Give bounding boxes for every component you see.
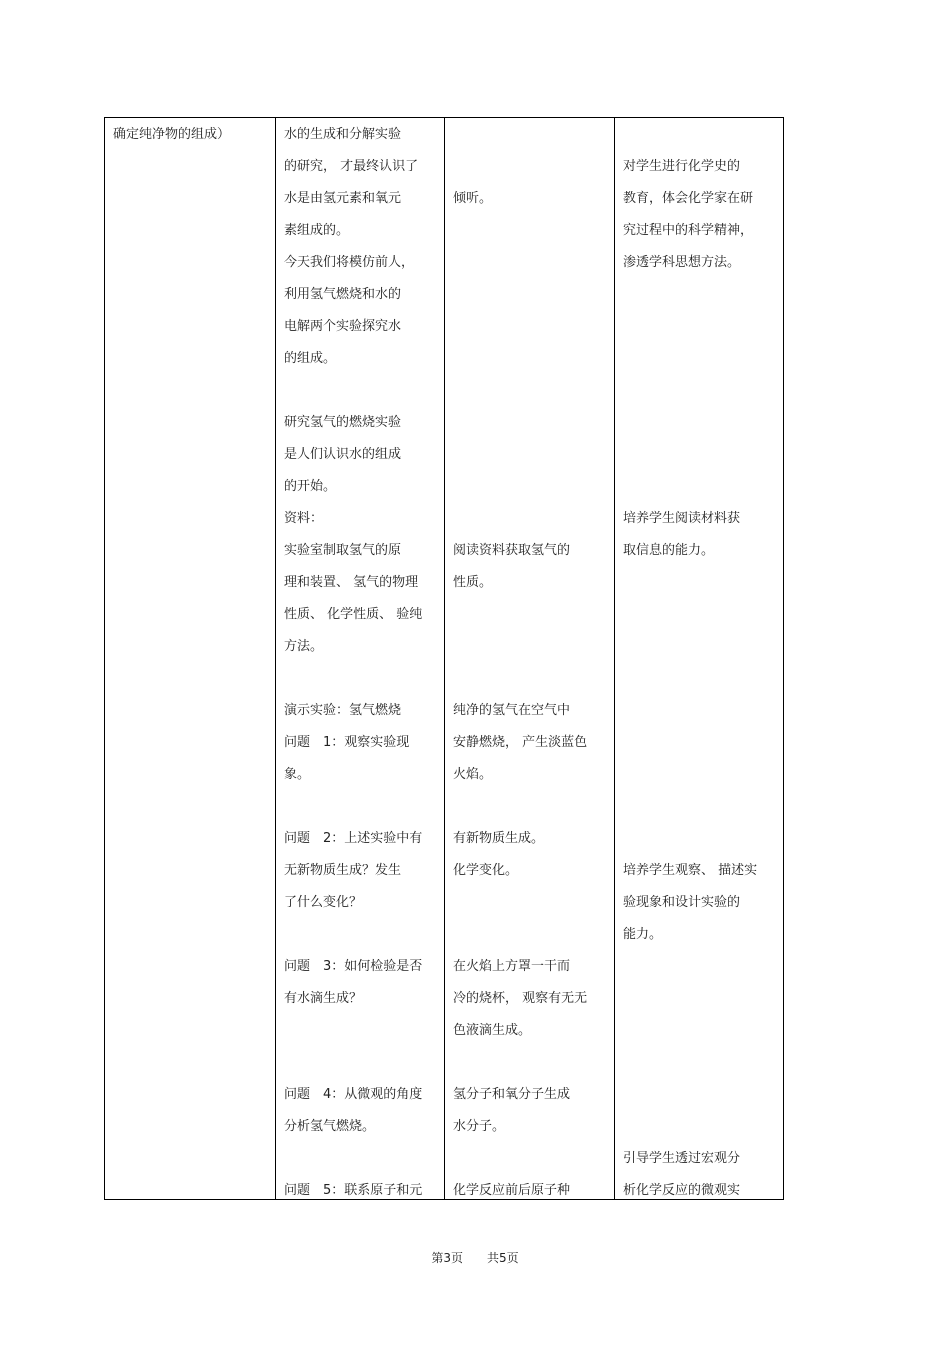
design-intent-column	[623, 119, 781, 1207]
col3-text-line	[453, 887, 611, 919]
col4-text-line	[623, 279, 781, 311]
col3-text-line	[453, 119, 611, 151]
column-divider	[444, 118, 445, 1199]
col4-text-line: 渗透学科思想方法。	[623, 255, 741, 270]
col4-text-line	[623, 759, 781, 791]
col2-text-line	[284, 791, 442, 823]
col4-text-line: 培养学生阅读材料获	[623, 511, 741, 526]
col4-text-line: 析化学反应的微观实	[623, 1183, 741, 1198]
col3-text-line	[453, 599, 611, 631]
col4-text-line	[623, 119, 781, 151]
col2-text-line: 了什么变化？	[284, 895, 363, 910]
col2-text-line: 研究氢气的燃烧实验	[284, 415, 402, 430]
col3-text-line: 安静燃烧， 产生淡蓝色	[453, 735, 588, 750]
col4-text-line: 取信息的能力。	[623, 543, 715, 558]
col2-text-line: 素组成的。	[284, 223, 350, 238]
col4-text-line	[623, 663, 781, 695]
col4-text-line	[623, 343, 781, 375]
col4-text-line	[623, 1047, 781, 1079]
col4-text-line	[623, 695, 781, 727]
col2-text-line: 是人们认识水的组成	[284, 447, 402, 462]
col2-text-line: 水是由氢元素和氧元	[284, 191, 402, 206]
col4-text-line	[623, 823, 781, 855]
col2-text-line: 问题 1：观察实验现	[284, 735, 410, 750]
col3-text-line: 冷的烧杯， 观察有无无	[453, 991, 588, 1006]
col4-text-line	[623, 983, 781, 1015]
teaching-stage-column	[113, 119, 273, 151]
col3-text-line	[453, 503, 611, 535]
col2-text-line: 利用氢气燃烧和水的	[284, 287, 402, 302]
col3-text-line	[453, 471, 611, 503]
col2-text-line: 的研究， 才最终认识了	[284, 159, 419, 174]
col3-text-line: 性质。	[453, 575, 493, 590]
col2-text-line	[284, 1047, 442, 1079]
col4-text-line	[623, 311, 781, 343]
student-activity-column	[453, 119, 611, 1207]
col2-text-line: 演示实验：氢气燃烧	[284, 703, 402, 718]
col4-text-line	[623, 567, 781, 599]
col4-text-line	[623, 1015, 781, 1047]
col2-text-line: 实验室制取氢气的原	[284, 543, 402, 558]
col2-text-line: 问题 4：从微观的角度	[284, 1087, 423, 1102]
col4-text-line	[623, 471, 781, 503]
col4-text-line	[623, 439, 781, 471]
col3-text-line	[453, 1143, 611, 1175]
col3-text-line: 在火焰上方罩一干而	[453, 959, 571, 974]
col2-text-line: 性质、 化学性质、 验纯	[284, 607, 423, 622]
col2-text-line: 今天我们将模仿前人，	[284, 255, 415, 270]
col2-text-line	[284, 663, 442, 695]
page-number: 第3页 共5页	[431, 1251, 519, 1265]
col2-text-line: 无新物质生成？发生	[284, 863, 402, 878]
col3-text-line: 色液滴生成。	[453, 1023, 532, 1038]
col4-text-line: 对学生进行化学史的	[623, 159, 741, 174]
col4-text-line: 引导学生透过宏观分	[623, 1151, 741, 1166]
col2-text-line	[284, 919, 442, 951]
col4-text-line	[623, 951, 781, 983]
col3-text-line: 阅读资料获取氢气的	[453, 543, 571, 558]
col3-text-line	[453, 311, 611, 343]
col3-text-line: 水分子。	[453, 1119, 506, 1134]
col2-text-line: 的组成。	[284, 351, 337, 366]
column-divider	[275, 118, 276, 1199]
col2-text-line: 问题 3：如何检验是否	[284, 959, 423, 974]
col3-text-line	[453, 375, 611, 407]
col4-text-line	[623, 1079, 781, 1111]
col2-text-line: 象。	[284, 767, 311, 782]
col3-text-line: 化学变化。	[453, 863, 519, 878]
col4-text-line: 究过程中的科学精神，	[623, 223, 754, 238]
col2-text-line: 有水滴生成？	[284, 991, 363, 1006]
col4-text-line: 教育，体会化学家在研	[623, 191, 754, 206]
col4-text-line: 能力。	[623, 927, 663, 942]
col3-text-line: 化学反应前后原子种	[453, 1183, 571, 1198]
col3-text-line	[453, 279, 611, 311]
col3-text-line	[453, 663, 611, 695]
col2-text-line: 水的生成和分解实验	[284, 127, 402, 142]
col2-text-line: 分析氢气燃烧。	[284, 1119, 376, 1134]
col2-text-line	[284, 1015, 442, 1047]
col3-text-line	[453, 919, 611, 951]
col2-text-line	[284, 375, 442, 407]
col2-text-line: 问题 5：联系原子和元	[284, 1183, 423, 1198]
col3-text-line: 氢分子和氧分子生成	[453, 1087, 571, 1102]
col4-text-line	[623, 407, 781, 439]
col4-text-line: 培养学生观察、 描述实	[623, 863, 758, 878]
col4-text-line: 验现象和设计实验的	[623, 895, 741, 910]
col2-text-line: 理和装置、 氢气的物理	[284, 575, 419, 590]
col3-text-line	[453, 439, 611, 471]
col3-text-line	[453, 407, 611, 439]
col3-text-line	[453, 791, 611, 823]
teacher-activity-column	[284, 119, 442, 1207]
col3-text-line	[453, 1047, 611, 1079]
col2-text-line: 资料：	[284, 511, 324, 526]
col3-text-line	[453, 215, 611, 247]
col3-text-line	[453, 343, 611, 375]
col4-text-line	[623, 599, 781, 631]
col2-text-line: 问题 2：上述实验中有	[284, 831, 423, 846]
col4-text-line	[623, 631, 781, 663]
col3-text-line	[453, 631, 611, 663]
col2-text-line	[284, 1143, 442, 1175]
col2-text-line: 电解两个实验探究水	[284, 319, 402, 334]
col3-text-line: 火焰。	[453, 767, 493, 782]
col4-text-line	[623, 375, 781, 407]
col3-text-line	[453, 151, 611, 183]
col4-text-line	[623, 727, 781, 759]
col1-text-line: 确定纯净物的组成）	[113, 127, 231, 142]
col4-text-line	[623, 1111, 781, 1143]
column-divider	[614, 118, 615, 1199]
col2-text-line: 方法。	[284, 639, 324, 654]
col3-text-line: 纯净的氢气在空气中	[453, 703, 571, 718]
col3-text-line: 有新物质生成。	[453, 831, 545, 846]
col2-text-line: 的开始。	[284, 479, 337, 494]
col3-text-line	[453, 247, 611, 279]
col3-text-line: 倾听。	[453, 191, 493, 206]
col4-text-line	[623, 791, 781, 823]
